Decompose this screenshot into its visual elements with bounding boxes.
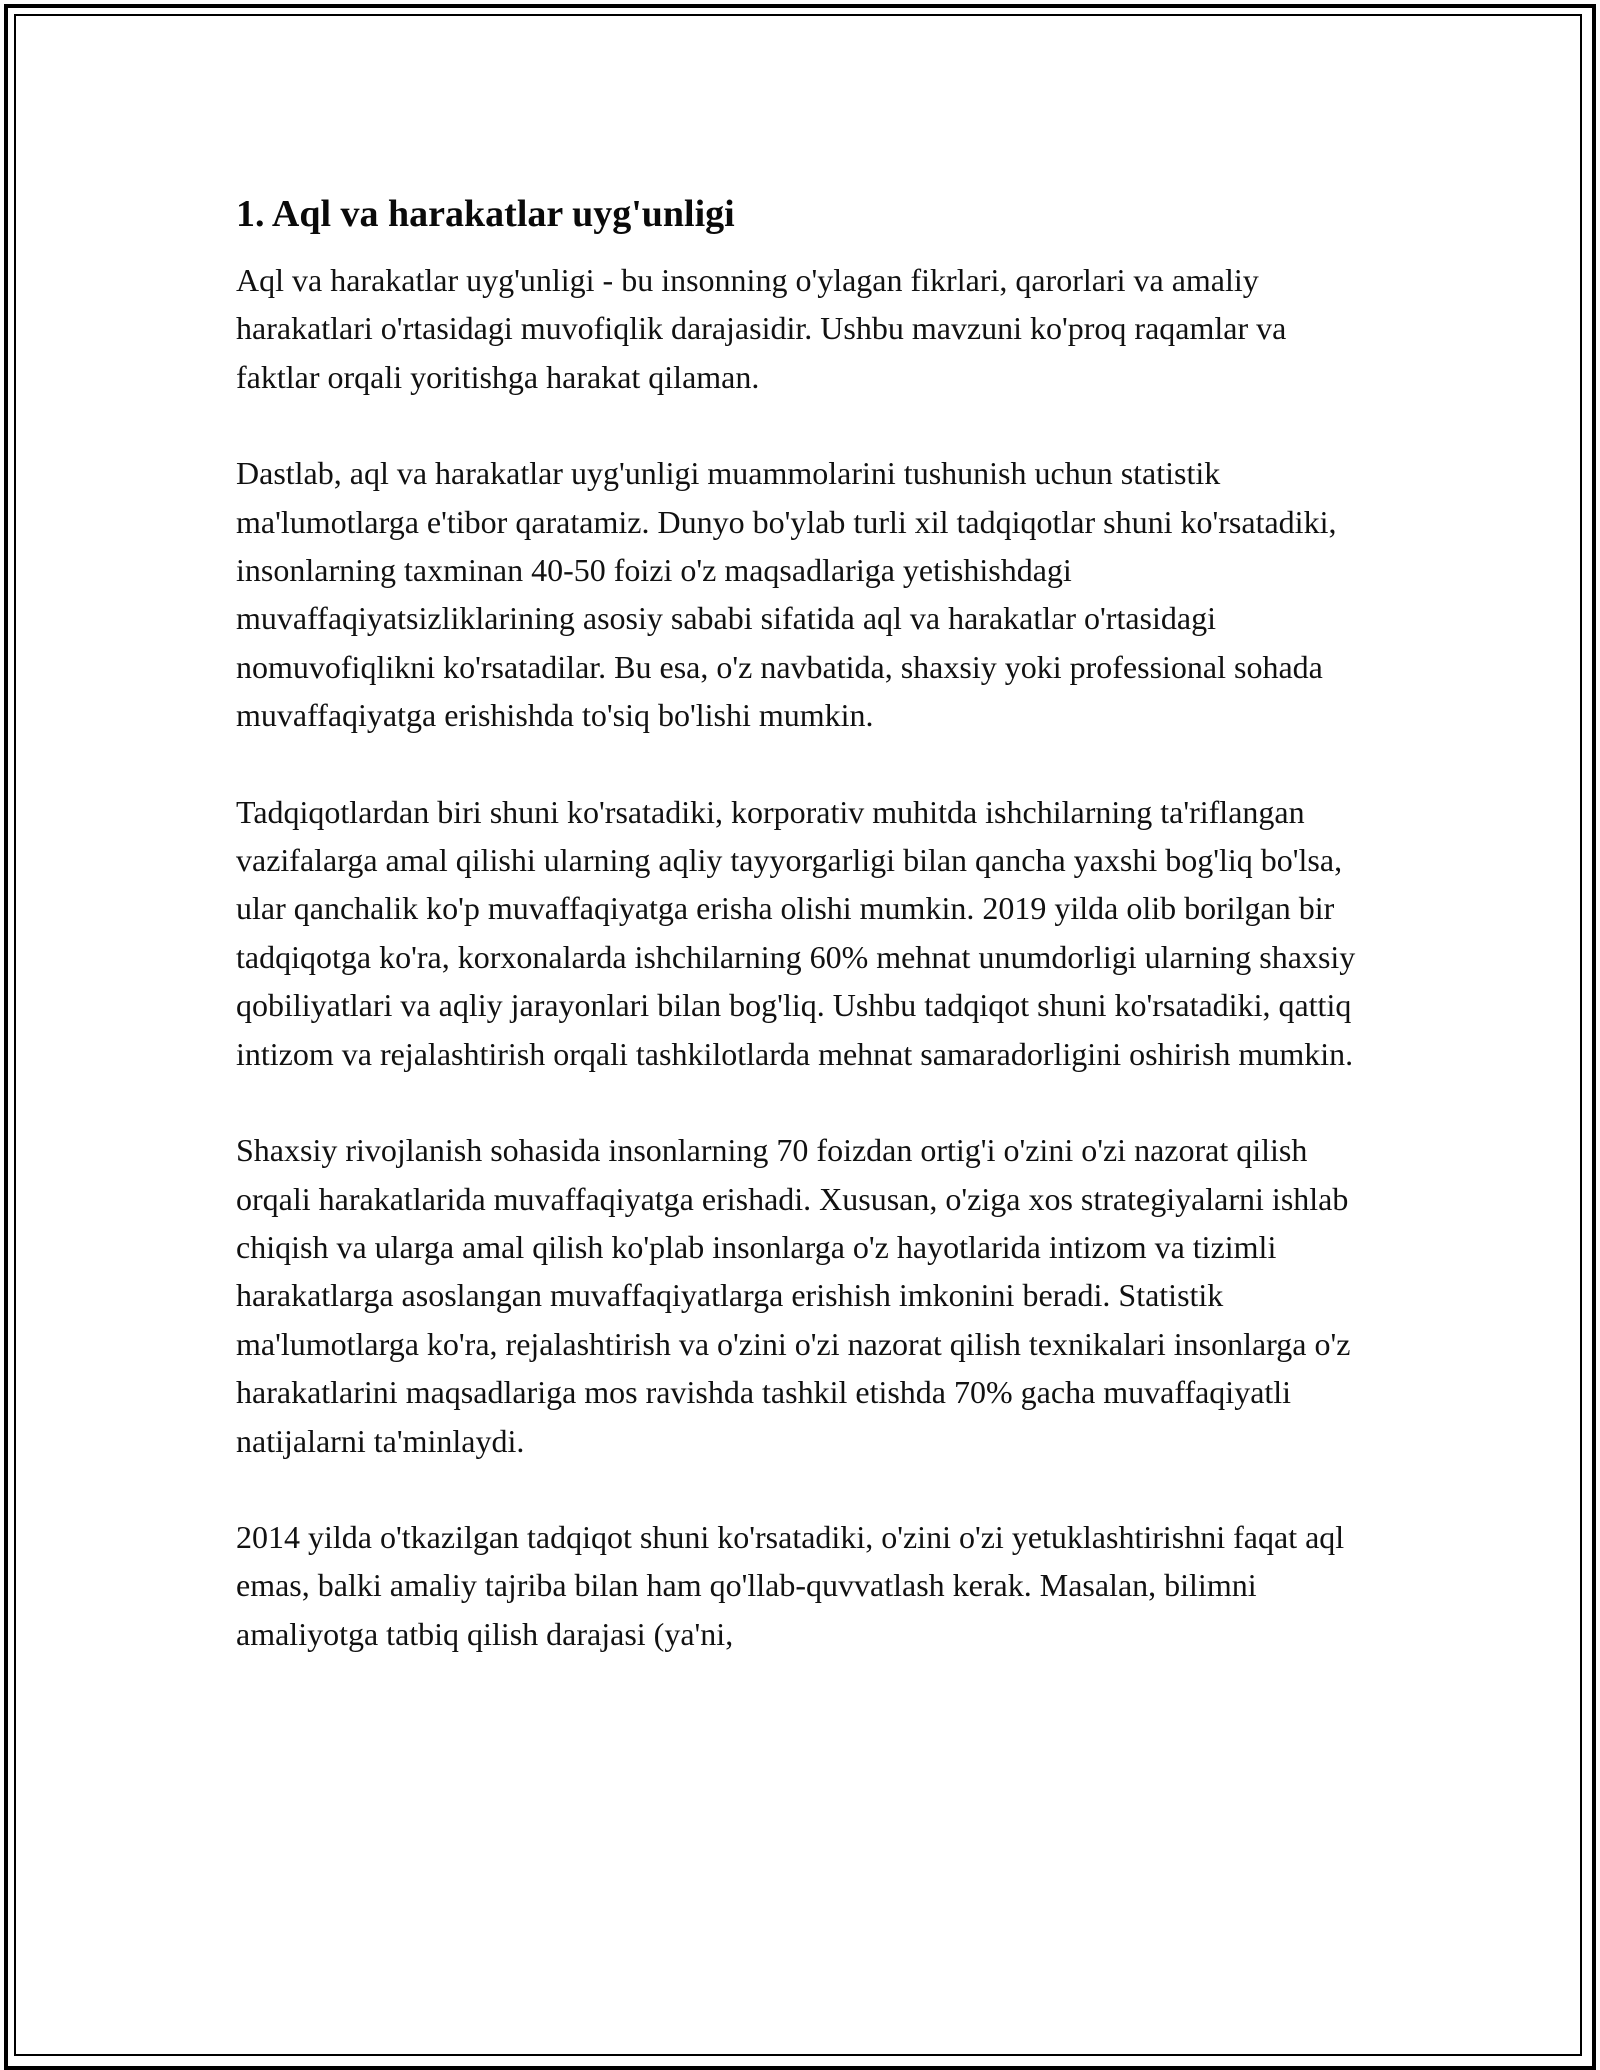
paragraph-5: 2014 yilda o'tkazilgan tadqiqot shuni ko'rsatadiki, o'zini o'zi yetuklashtirishni faqat aql emas, balki amaliy tajriba bilan ham qo'llab-quvvatlash kerak. Masalan, bilimni amaliyotga tatbiq qilish darajasi (ya'ni,: [236, 1518, 1345, 1652]
section-heading: 1. Aql va harakatlar uyg'unligi: [236, 193, 735, 235]
paragraph-2: Dastlab, aql va harakatlar uyg'unligi muammolarini tushunish uchun statistik ma'lumotlarga e'tibor qaratamiz. Dunyo bo'ylab turli xil tadqiqotlar shuni ko'rsatadiki, insonlarning taxminan 40-50 foizi o'z maqsadlariga yetishishdagi muvaffaqiyatsizliklarining asosiy sababi sifatida aql va harakatlar o'rtasidagi nomuvofiqlikni ko'rsatadilar. Bu esa, o'z navbatida, shaxsiy yoki professional sohada muvaffaqiyatga erishishda to'siq bo'lishi mumkin.: [236, 455, 1337, 734]
paragraph-1: Aql va harakatlar uyg'unligi - bu insonning o'ylagan fikrlari, qarorlari va amaliy harakatlari o'rtasidagi muvofiqlik darajasidir. Ushbu mavzuni ko'proq raqamlar va faktlar orqali yoritishga harakat qilaman.: [236, 262, 1287, 395]
document-body: [236, 186, 1366, 1706]
paragraph-3: Tadqiqotlardan biri shuni ko'rsatadiki, korporativ muhitda ishchilarning ta'riflangan vazifalarga amal qilishi ularning aqliy tayyorgarligi bilan qancha yaxshi bog'liq bo'lsa, ular qanchalik ko'p muvaffaqiyatga erisha olishi mumkin. 2019 yilda olib borilgan bir tadqiqotga ko'ra, korxonalarda ishchilarning 60% mehnat unumdorligi ularning shaxsiy qobiliyatlari va aqliy jarayonlari bilan bog'liq. Ushbu tadqiqot shuni ko'rsatadiki, qattiq intizom va rejalashtirish orqali tashkilotlarda mehnat samaradorligini oshirish mumkin.: [236, 793, 1356, 1072]
paragraph-4: Shaxsiy rivojlanish sohasida insonlarning 70 foizdan ortig'i o'zini o'zi nazorat qilish orqali harakatlarida muvaffaqiyatga erishadi. Xususan, o'ziga xos strategiyalarni ishlab chiqish va ularga amal qilish ko'plab insonlarga o'z hayotlarida intizom va tizimli harakatlarga asoslangan muvaffaqiyatlarga erishish imkonini beradi. Statistik ma'lumotlarga ko'ra, rejalashtirish va o'zini o'zi nazorat qilish texnikalari insonlarga o'z harakatlarini maqsadlariga mos ravishda tashkil etishda 70% gacha muvaffaqiyatli natijalarni ta'minlaydi.: [236, 1132, 1351, 1459]
